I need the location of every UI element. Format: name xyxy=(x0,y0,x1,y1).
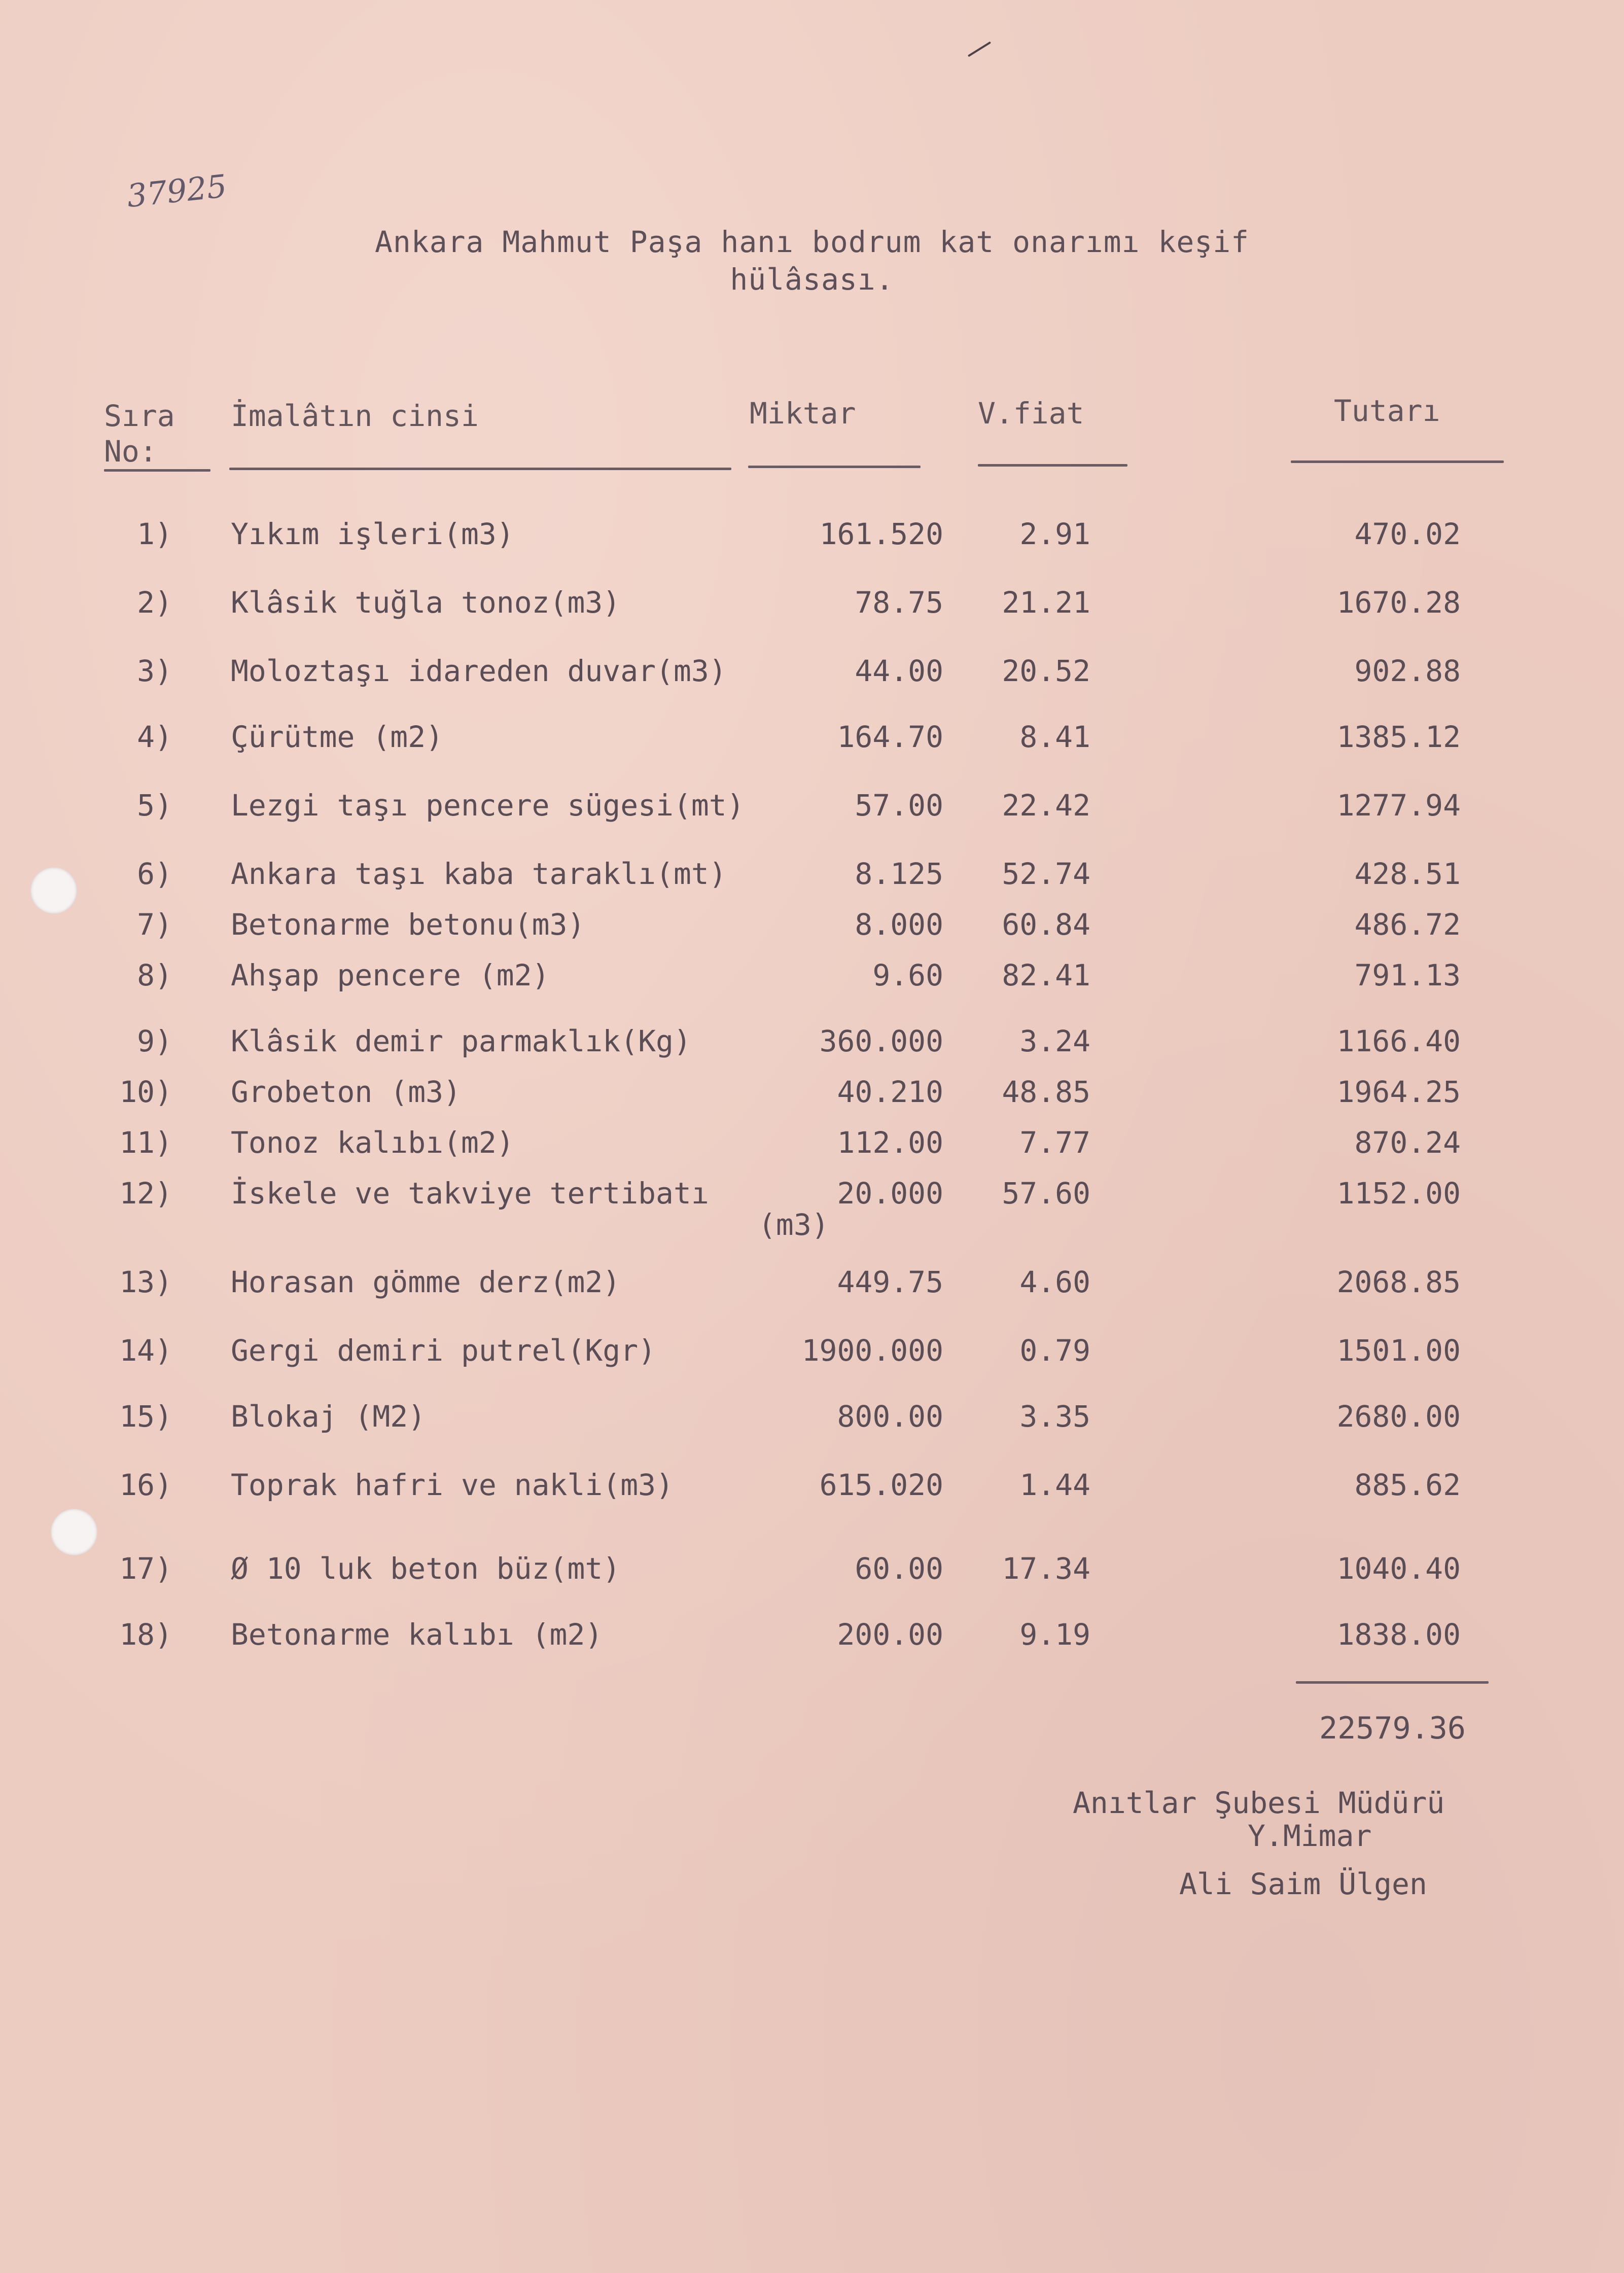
handwritten-note: 37925 xyxy=(125,167,229,215)
row-total: 1040.40 xyxy=(1336,1551,1461,1586)
row-number: 10) xyxy=(119,1075,172,1109)
signature-name: Ali Saim Ülgen xyxy=(1179,1867,1427,1901)
row-total: 1501.00 xyxy=(1336,1333,1461,1368)
document-title xyxy=(0,223,1624,298)
row-unit-price: 2.91 xyxy=(1019,517,1090,551)
row-quantity: 200.00 xyxy=(837,1617,943,1652)
row-quantity: 8.125 xyxy=(855,857,943,891)
row-number: 8) xyxy=(137,958,172,992)
row-number: 11) xyxy=(119,1125,172,1160)
row-number: 14) xyxy=(119,1333,172,1368)
row-description: Gergi demiri putrel(Kgr) xyxy=(231,1333,656,1368)
row-unit-price: 20.52 xyxy=(1002,654,1090,688)
signature-title: Anıtlar Şubesi Müdürü xyxy=(1073,1786,1445,1820)
row-number: 4) xyxy=(137,720,172,754)
row-total: 1670.28 xyxy=(1336,585,1461,620)
row-number: 12) xyxy=(119,1176,172,1211)
title-line: Ankara Mahmut Paşa hanı bodrum kat onarımı keşif xyxy=(374,225,1250,259)
row-unit-price: 7.77 xyxy=(1019,1125,1090,1160)
header-underline xyxy=(748,466,921,468)
row-number: 5) xyxy=(137,788,172,823)
row-description: Lezgi taşı pencere sügesi(mt) xyxy=(231,788,745,823)
row-description: İskele ve takviye tertibatı xyxy=(231,1176,709,1211)
row-number: 6) xyxy=(137,857,172,891)
row-description: Horasan gömme derz(m2) xyxy=(231,1265,621,1299)
row-total: 470.02 xyxy=(1354,517,1461,551)
row-unit-price: 3.24 xyxy=(1019,1024,1090,1058)
row-number: 16) xyxy=(119,1468,172,1502)
row-total: 1385.12 xyxy=(1336,720,1461,754)
row-number: 9) xyxy=(137,1024,172,1058)
row-description: Klâsik demir parmaklık(Kg) xyxy=(231,1024,691,1058)
row-unit-price: 17.34 xyxy=(1002,1551,1090,1586)
row-description: Betonarme kalıbı (m2) xyxy=(231,1617,603,1652)
row-description: Ø 10 luk beton büz(mt) xyxy=(231,1551,621,1586)
header-quantity: Miktar xyxy=(750,396,856,431)
row-unit-price: 9.19 xyxy=(1019,1617,1090,1652)
row-number: 13) xyxy=(119,1265,172,1299)
row-number: 17) xyxy=(119,1551,172,1586)
row-description: Klâsik tuğla tonoz(m3) xyxy=(231,585,621,620)
punch-hole xyxy=(30,867,77,914)
row-quantity: 1900.000 xyxy=(801,1333,943,1368)
header-row-number: Sıra No: xyxy=(104,399,175,469)
row-unit-price: 52.74 xyxy=(1002,857,1090,891)
row-total: 1964.25 xyxy=(1336,1075,1461,1109)
signature-role: Y.Mimar xyxy=(1248,1819,1372,1853)
row-number: 15) xyxy=(119,1399,172,1434)
row-description: Ankara taşı kaba taraklı(mt) xyxy=(231,857,727,891)
row-description: Betonarme betonu(m3) xyxy=(231,907,585,942)
row-unit-price: 21.21 xyxy=(1002,585,1090,620)
row-quantity: 57.00 xyxy=(855,788,943,823)
row-quantity: 112.00 xyxy=(837,1125,943,1160)
header-underline xyxy=(978,464,1127,467)
row-quantity: 78.75 xyxy=(855,585,943,620)
grand-total: 22579.36 xyxy=(1319,1711,1466,1746)
row-total: 791.13 xyxy=(1354,958,1461,992)
header-total: Tutarı xyxy=(1334,394,1440,428)
row-total: 870.24 xyxy=(1354,1125,1461,1160)
header-underline xyxy=(104,469,210,472)
row-total: 1838.00 xyxy=(1336,1617,1461,1652)
row-unit-price: 48.85 xyxy=(1002,1075,1090,1109)
row-number: 3) xyxy=(137,654,172,688)
row-unit-price: 4.60 xyxy=(1019,1265,1090,1299)
sum-underline xyxy=(1296,1681,1489,1684)
row-unit-price: 22.42 xyxy=(1002,788,1090,823)
row-description: Moloztaşı idareden duvar(m3) xyxy=(231,654,727,688)
row-total: 1166.40 xyxy=(1336,1024,1461,1058)
row-unit-price: 0.79 xyxy=(1019,1333,1090,1368)
row-description-unit: (m3) xyxy=(758,1207,829,1242)
row-total: 2068.85 xyxy=(1336,1265,1461,1299)
row-number: 18) xyxy=(119,1617,172,1652)
row-number: 7) xyxy=(137,907,172,942)
header-description: İmalâtın cinsi xyxy=(231,399,479,433)
row-description: Blokaj (M2) xyxy=(231,1399,426,1434)
header-underline xyxy=(229,468,731,470)
row-total: 1277.94 xyxy=(1336,788,1461,823)
row-number: 1) xyxy=(137,517,172,551)
row-number: 2) xyxy=(137,585,172,620)
row-total: 2680.00 xyxy=(1336,1399,1461,1434)
row-unit-price: 60.84 xyxy=(1002,907,1090,942)
row-unit-price: 8.41 xyxy=(1019,720,1090,754)
row-quantity: 40.210 xyxy=(837,1075,943,1109)
row-quantity: 615.020 xyxy=(819,1468,943,1502)
pen-mark xyxy=(968,42,991,57)
row-unit-price: 57.60 xyxy=(1002,1176,1090,1211)
header-unit-price: V.fiat xyxy=(978,396,1084,431)
row-unit-price: 82.41 xyxy=(1002,958,1090,992)
row-description: Çürütme (m2) xyxy=(231,720,444,754)
row-quantity: 20.000 xyxy=(837,1176,943,1211)
punch-hole xyxy=(51,1509,97,1555)
row-quantity: 9.60 xyxy=(872,958,943,992)
row-total: 486.72 xyxy=(1354,907,1461,942)
row-quantity: 44.00 xyxy=(855,654,943,688)
row-quantity: 161.520 xyxy=(819,517,943,551)
row-quantity: 164.70 xyxy=(837,720,943,754)
row-quantity: 800.00 xyxy=(837,1399,943,1434)
row-quantity: 8.000 xyxy=(855,907,943,942)
row-total: 428.51 xyxy=(1354,857,1461,891)
row-total: 902.88 xyxy=(1354,654,1461,688)
row-description: Ahşap pencere (m2) xyxy=(231,958,550,992)
row-unit-price: 3.35 xyxy=(1019,1399,1090,1434)
row-description: Grobeton (m3) xyxy=(231,1075,461,1109)
row-quantity: 360.000 xyxy=(819,1024,943,1058)
row-quantity: 60.00 xyxy=(855,1551,943,1586)
title-line: hülâsası. xyxy=(730,262,894,297)
row-total: 885.62 xyxy=(1354,1468,1461,1502)
row-total: 1152.00 xyxy=(1336,1176,1461,1211)
row-description: Toprak hafri ve nakli(m3) xyxy=(231,1468,674,1502)
header-underline xyxy=(1291,460,1504,463)
row-description: Yıkım işleri(m3) xyxy=(231,517,514,551)
row-unit-price: 1.44 xyxy=(1019,1468,1090,1502)
row-quantity: 449.75 xyxy=(837,1265,943,1299)
row-description: Tonoz kalıbı(m2) xyxy=(231,1125,514,1160)
